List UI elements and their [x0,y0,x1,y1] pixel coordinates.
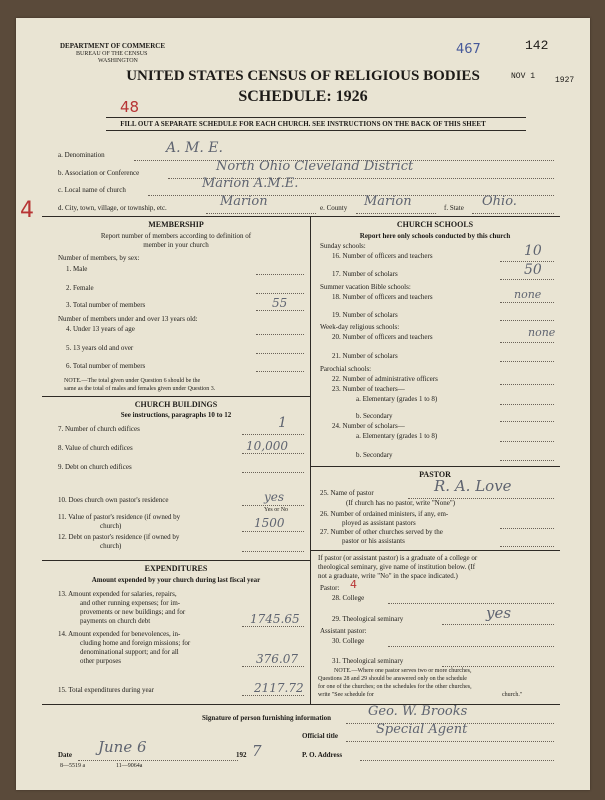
q23b-label: b. Secondary [356,412,393,420]
q16-value: 10 [524,243,542,259]
graduate-note-2: theological seminary, give name of institution below. (If [318,563,476,571]
q1-label: 1. Male [66,265,88,273]
q21-label: 21. Number of scholars [332,352,398,360]
sunday-label: Sunday schools: [320,242,366,250]
pastor-note-4: write "See schedule for [318,692,374,698]
q14-label-4: other purposes [80,657,122,665]
q10-label: 10. Does church own pastor's residence [58,496,169,504]
summer-label: Summer vacation Bible schools: [320,283,411,291]
county-label: e. County [320,204,348,212]
graduate-note-3: not a graduate, write "No" in the space indicated.) [318,572,458,580]
q2-label: 2. Female [66,284,94,292]
signature-value: Geo. W. Brooks [368,704,468,719]
conference-value: North Ohio Cleveland District [216,159,414,174]
q31-label: 31. Theological seminary [332,657,404,665]
graduate-note-1: If pastor (or assistant pastor) is a graduate of a college or [318,554,478,562]
form-instruction: FILL OUT A SEPARATE SCHEDULE FOR EACH CHURCH. SEE INSTRUCTIONS ON THE BACK OF THIS SHEET [120,120,486,128]
official-title-label: Official title [302,732,338,740]
form-subtitle: SCHEDULE: 1926 [238,88,368,105]
local-name-value: Marion A.M.E. [202,176,299,191]
state-label: f. State [444,204,464,212]
expenditures-heading: EXPENDITURES [144,564,208,573]
q11-label-2: church) [100,522,122,530]
q18-value: none [514,288,542,301]
q19-label: 19. Number of scholars [332,311,398,319]
q13-label-4: payments on church debt [80,617,151,625]
pastor-note-1: NOTE.—Where one pastor serves two or more churches, [334,668,472,674]
q14-value: 376.07 [256,652,298,666]
number-right: 142 [525,38,549,53]
pastor-mark: 4 [350,578,357,591]
membership-intro-1: Report number of members according to definition of [100,232,252,240]
age-label: Number of members under and over 13 years old: [58,315,198,323]
schools-intro: Report here only schools conducted by this church [359,232,511,240]
q20-value: none [528,326,556,339]
q12-label-1: 12. Debt on pastor's residence (if owned by [58,533,180,541]
q18-label: 18. Number of officers and teachers [332,293,433,301]
denomination-label: a. Denomination [58,151,105,159]
margin-mark: 4 [20,198,34,223]
q25-note: (If church has no pastor, write "None") [346,499,456,507]
bureau-label: BUREAU OF THE CENSUS [76,51,148,57]
pastor-heading: PASTOR [419,470,451,479]
po-address-label: P. O. Address [302,751,343,759]
q22-label: 22. Number of administrative officers [332,375,438,383]
q13-label-3: provements or new buildings; and for [80,608,186,616]
state-value: Ohio. [482,194,517,209]
q27-label-1: 27. Number of other churches served by the [320,528,443,536]
census-schedule-sheet [16,18,590,790]
q27-label-2: pastor or his assistants [342,537,405,545]
q9-label: 9. Debt on church edifices [58,463,132,471]
q4-label: 4. Under 13 years of age [66,325,135,333]
q10-value: yes [264,490,285,504]
stamp-number: 467 [456,42,481,57]
q25-label: 25. Name of pastor [320,489,374,497]
stamp-date: NOV 1 [511,72,536,81]
q16-label: 16. Number of officers and teachers [332,252,433,260]
q7-label: 7. Number of church edifices [58,425,140,433]
q24-label: 24. Number of scholars— [332,422,405,430]
q11-label-1: 11. Value of pastor's residence (if owned by [58,513,181,521]
stamp-year: 1927 [555,76,575,85]
county-value: Marion [364,194,412,209]
q28-label: 28. College [332,594,365,602]
q15-label: 15. Total expenditures during year [58,686,154,694]
q12-label-2: church) [100,542,122,550]
expenditures-sub: Amount expended by your church during last fiscal year [91,576,261,584]
pastor-label: Pastor: [320,584,340,592]
parochial-label: Parochial schools: [320,365,372,373]
q5-label: 5. 13 years old and over [66,344,134,352]
q26-label-2: ployed as assistant pastors [342,519,416,527]
year-value: 7 [252,742,262,760]
print-code: 8—5519 a [60,763,86,769]
dept-label: DEPARTMENT OF COMMERCE [60,42,166,50]
membership-intro-2: member in your church [143,241,209,249]
q17-label: 17. Number of scholars [332,270,398,278]
membership-note-2: same as the total of males and females given under Question 3. [64,386,216,392]
sex-label: Number of members, by sex: [58,254,140,262]
q17-value: 50 [524,262,542,278]
q11-value: 1500 [254,516,285,530]
q25-value: R. A. Love [434,477,512,495]
q8-value: 10,000 [246,439,288,453]
buildings-sub: See instructions, paragraphs 10 to 12 [120,411,232,419]
q24a-label: a. Elementary (grades 1 to 8) [356,432,438,440]
form-title: UNITED STATES CENSUS OF RELIGIOUS BODIES [126,68,480,84]
q13-value: 1745.65 [250,612,300,626]
q26-label-1: 26. Number of ordained ministers, if any, em- [320,510,449,518]
q3-value: 55 [272,296,288,310]
year-prefix: 192 [236,751,247,759]
q23-label: 23. Number of teachers— [332,385,405,393]
q15-value: 2117.72 [254,681,304,695]
city-label: WASHINGTON [98,58,138,64]
q13-label-1: 13. Amount expended for salaries, repairs, [58,590,177,598]
q23a-label: a. Elementary (grades 1 to 8) [356,395,438,403]
city-field-value: Marion [220,194,268,209]
pastor-note-2: Questions 28 and 29 should be answered only on the schedule [318,676,467,682]
q3-label: 3. Total number of members [66,301,146,309]
local-name-label: c. Local name of church [58,186,126,194]
denomination-value: A. M. E. [166,140,223,156]
yes-no-hint: Yes or No [264,507,289,513]
q13-label-2: and other running expenses; for im- [80,599,181,607]
q6-label: 6. Total number of members [66,362,146,370]
print-code-2: 11—9064a [116,763,143,769]
city-field-label: d. City, town, village, or township, etc. [58,204,167,212]
q14-label-1: 14. Amount expended for benevolences, in- [58,630,181,638]
membership-note-1: NOTE.—The total given under Question 6 should be the [64,378,201,384]
q24b-label: b. Secondary [356,451,393,459]
q20-label: 20. Number of officers and teachers [332,333,433,341]
signature-label: Signature of person furnishing information [202,714,331,722]
q14-label-2: cluding home and foreign missions; for [80,639,191,647]
date-label: Date [58,751,72,759]
q30-label: 30. College [332,637,365,645]
official-title-value: Special Agent [376,722,468,737]
date-value: June 6 [98,738,147,756]
red-number: 48 [120,98,140,116]
q29-label: 29. Theological seminary [332,615,404,623]
schools-heading: CHURCH SCHOOLS [396,220,474,229]
q29-value: yes [486,604,512,622]
q14-label-3: denominational support; and for all [80,648,179,656]
weekday-label: Week-day religious schools: [320,323,400,331]
buildings-heading: CHURCH BUILDINGS [134,400,218,409]
pastor-note-5: church." [502,692,523,698]
q7-value: 1 [278,415,287,431]
assistant-label: Assistant pastor: [320,627,367,635]
q8-label: 8. Value of church edifices [58,444,133,452]
pastor-note-3: for one of the churches; on the schedules for the other churches, [318,684,472,690]
membership-heading: MEMBERSHIP [148,220,204,229]
conference-label: b. Association or Conference [58,169,140,177]
